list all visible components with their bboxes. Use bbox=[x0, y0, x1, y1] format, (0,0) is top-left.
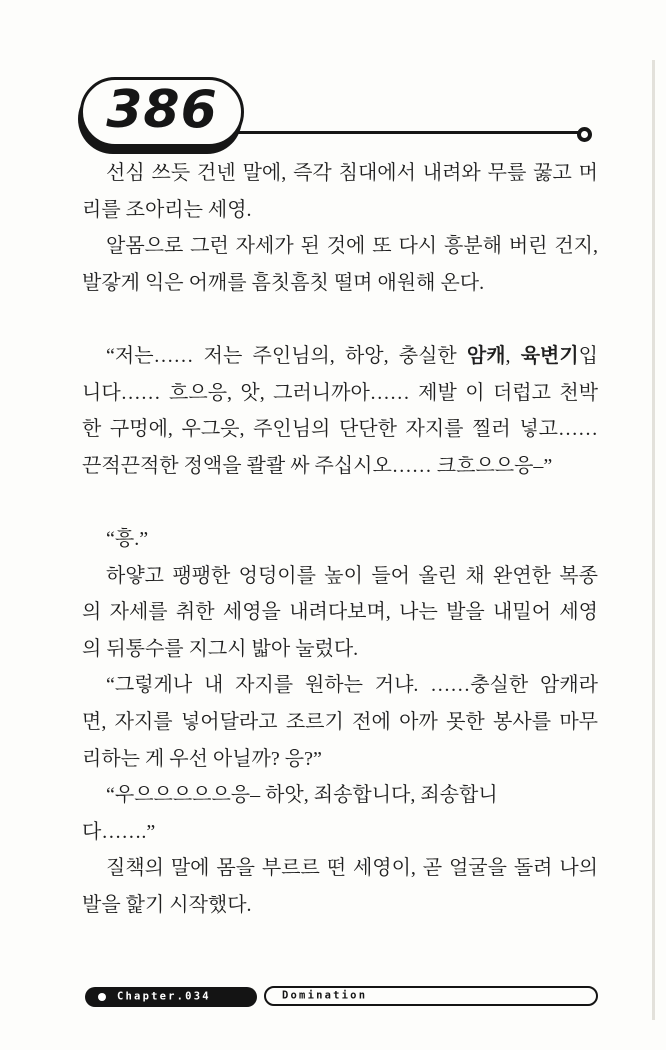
text-line: “저는…… 저는 주인님의, 하앙, 충실한 암캐, 육변기입 bbox=[106, 344, 598, 367]
text-line: 니다…… 흐으응, 앗, 그러니까아…… 제발 이 더럽고 천박 bbox=[82, 381, 598, 404]
blank-line bbox=[82, 484, 598, 521]
text-line: “우으으으으으응– 하앗, 죄송합니다, 죄송합니 bbox=[106, 784, 498, 807]
chapter-label: Chapter.034 bbox=[117, 990, 211, 1003]
page-number-badge bbox=[80, 77, 244, 147]
text-line: 다…….” bbox=[82, 820, 156, 843]
bullet-dot-icon bbox=[98, 993, 106, 1001]
chapter-badge bbox=[85, 987, 257, 1007]
header-rule-end-ring-icon bbox=[577, 127, 592, 142]
text-line: 선심 쓰듯 건넨 말에, 즉각 침대에서 내려와 무릎 꿇고 머 bbox=[106, 162, 598, 184]
book-title-badge bbox=[264, 986, 598, 1006]
text-line: 리를 조아리는 세영. bbox=[82, 198, 252, 221]
blank-line bbox=[82, 301, 598, 338]
text-line: 면, 자지를 넣어달라고 조르기 전에 아까 못한 봉사를 마무 bbox=[82, 710, 598, 733]
book-title-label: Domination bbox=[282, 989, 368, 1002]
text-line: 한 구멍에, 우그읏, 주인님의 단단한 자지를 찔러 넣고…… bbox=[82, 418, 598, 441]
text-line: “흥.” bbox=[106, 527, 149, 550]
text-line: 의 자세를 취한 세영을 내려다보며, 나는 발을 내밀어 세영 bbox=[82, 601, 598, 624]
header-rule-line bbox=[238, 131, 580, 134]
text-line: 하얗고 팽팽한 엉덩이를 높이 들어 올린 채 완연한 복종 bbox=[106, 564, 598, 587]
page-number: 386 bbox=[106, 80, 218, 140]
text-line: 질책의 말에 몸을 부르르 떤 세영이, 곧 얼굴을 돌려 나의 bbox=[106, 857, 598, 880]
text-line: 발을 핥기 시작했다. bbox=[82, 893, 252, 916]
text-line: 발갛게 익은 어깨를 흠칫흠칫 떨며 애원해 온다. bbox=[82, 271, 485, 294]
page-edge-artifact bbox=[652, 60, 655, 1020]
text-line: 끈적끈적한 정액을 콸콸 싸 주십시오…… 크흐으으응–” bbox=[82, 454, 553, 477]
text-line: 의 뒤통수를 지그시 밟아 눌렀다. bbox=[82, 637, 359, 660]
text-line: 알몸으로 그런 자세가 된 것에 또 다시 흥분해 버린 건지, bbox=[106, 235, 598, 258]
body-text bbox=[82, 155, 598, 923]
text-line: “그렇게나 내 자지를 원하는 거냐. ……충실한 암캐라 bbox=[106, 674, 598, 697]
text-line: 리하는 게 우선 아닐까? 응?” bbox=[82, 747, 322, 770]
